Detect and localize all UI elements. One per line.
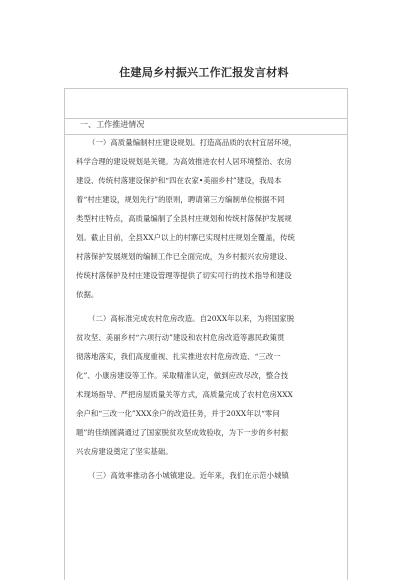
paragraph-line: 彻落地落实，我们高度重视、扎实推进农村危房改造、“三改一 [76,352,281,361]
paragraph-line: （一）高质量编制村庄建设规划。打造高品质的农村宜居环境， [88,138,297,147]
paragraph-line: 划。截止目前，全县XX户以上的村寨已实现村庄规划全覆盖，传统 [76,233,295,242]
paragraph-line: 贫攻坚、美丽乡村“六项行动”建设和农村危房改造等惠民政策贯 [76,333,285,342]
paragraph-line: 着“村庄建设，规划先行”的原则，聘请第三方编制单位根据不同 [76,195,285,204]
paragraph-line: 兴农房建设奠定了坚实基础。 [76,447,173,456]
paragraph-line: （三）高效率推动各小城镇建设。近年来，我们在示范小城镇 [88,471,289,480]
paragraph-line: 科学合理的建设规划是关键。为高效推进农村人居环境整治、农房 [76,157,292,166]
paragraph-line: 传统村落保护及村庄建设管理等提供了切实可行的技术指导和建设 [76,271,292,280]
paragraph-line: （二）高标准完成农村危房改造。自20XX年以来，为将国家脱 [88,314,295,323]
frame-divider [64,118,348,119]
section-heading: 一、工作推进情况 [80,120,145,129]
paragraph-line: 术现场指导、严把房屋质量关等方式，高质量完成了农村危房XXX [76,390,293,399]
document-title: 住建局乡村振兴工作汇报发言材料 [119,66,289,79]
paragraph-line: 村落保护发展规划的编制工作已全面完成，为乡村振兴农房建设、 [76,252,292,261]
paragraph-line: 题”的佳绩圆满通过了国家脱贫攻坚成效验收，为下一步的乡村振 [76,428,289,437]
paragraph-line: 依据。 [76,290,99,299]
frame-divider [64,134,348,135]
paragraph-line: 类型村庄特点，高质量编制了全县村庄规划和传统村落保护发展规 [76,214,292,223]
paragraph-line: 建设、传统村落建设保护和“四在农家•美丽乡村”建设，我局本 [76,176,282,185]
paragraph-line: 余户和“三改一化”XXX余户的改造任务，并于20XX年以“零问 [76,409,280,418]
paragraph-line: 化”、小康房建设等工作。采取精准认定，做到应改尽改，整合技 [76,371,289,380]
